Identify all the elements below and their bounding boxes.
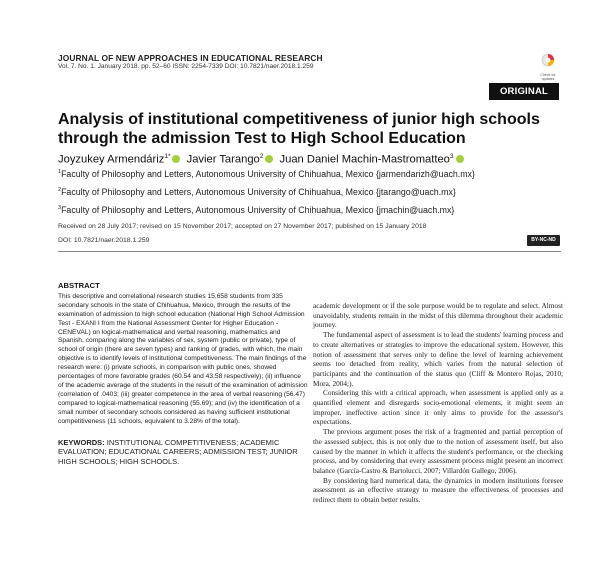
body-paragraph: The fundamental aspect of assessment is to lead the students' learning process and to create alternatives or strategies to improve the educational system. However, this notion of assessment that serves only to define the level of learning achievement seems too detached from reality, which varies from the natural selection of participants and the continuation of the status quo (Cliff & Montero Rojas, 2010; Mora, 2004;). bbox=[313, 330, 563, 388]
journal-name: JOURNAL OF NEW APPROACHES IN EDUCATIONAL RESEARCH bbox=[58, 53, 323, 63]
abstract-block bbox=[58, 282, 308, 466]
affiliation bbox=[58, 187, 456, 197]
author-name: Juan Daniel Machin-Mastromatteo bbox=[279, 153, 450, 166]
doi-line[interactable]: DOI: 10.7821/naer.2018.1.259 bbox=[58, 237, 150, 244]
received-dates: Received on 28 July 2017; revised on 15 November 2017; accepted on 27 November 2017; published on 15 January 2018 bbox=[58, 223, 427, 230]
check-updates-label: Check for updates bbox=[540, 73, 556, 81]
article-title: Analysis of institutional competitiveness of junior high schools through the admission Test to High School Education bbox=[58, 111, 540, 147]
section-label: ORIGINAL bbox=[489, 83, 559, 100]
orcid-icon[interactable] bbox=[265, 155, 273, 163]
keywords-label: KEYWORDS: bbox=[58, 437, 105, 447]
body-column bbox=[313, 301, 563, 505]
body-paragraph: The previous argument poses the risk of a fragmented and partial perception of the assessed subject, this is not only due to the notion of assessment itself, but also caused by the manner in which it affects the student's performance, or the checking process, and by considering that every assessment process might present an incorrect balance (García-Castro & Bartolucci, 2007; Villardón Gallego, 2006). bbox=[313, 427, 563, 475]
affiliation-num: 1 bbox=[58, 169, 62, 176]
volume-line: Vol. 7. No. 1. January 2018. pp. 52–60 ISSN: 2254-7339 DOI: 10.7821/naer.2018.1.259 bbox=[58, 63, 314, 70]
author-name: Javier Tarango bbox=[186, 153, 260, 166]
author-sup: 2 bbox=[259, 153, 264, 160]
check-for-updates-badge[interactable] bbox=[538, 53, 558, 81]
affiliation-text: Faculty of Philosophy and Letters, Autonomous University of Chihuahua, Mexico {jtarango@uach.mx} bbox=[61, 187, 456, 197]
body-paragraph: Considering this with a critical approach, when assessment is applied only as a quantified element and disregards socio-emotional elements, it might seem an improper, ineffective action since it only aims to provide for the assessor's expectations. bbox=[313, 388, 563, 427]
affiliation-num: 2 bbox=[58, 187, 62, 194]
orcid-icon[interactable] bbox=[172, 155, 180, 163]
orcid-icon[interactable] bbox=[456, 155, 464, 163]
author-sup: 3 bbox=[449, 153, 454, 160]
body-paragraph: academic development or if the sole purpose would be to regulate and select. Almost unavoidably, students remain in the midst of this dilemma throughout their academic journey. bbox=[313, 301, 563, 330]
keywords bbox=[58, 438, 308, 467]
affiliation-text: Faculty of Philosophy and Letters, Autonomous University of Chihuahua, Mexico {jmachin@uach.mx} bbox=[61, 205, 455, 215]
author-list bbox=[58, 153, 467, 166]
affiliation bbox=[58, 169, 475, 179]
body-paragraph: By considering hard numerical data, the dynamics in modern institutions foresee assessment as an effective strategy to measure the effectiveness of processes and redirect them to obtain better results. bbox=[313, 475, 563, 505]
affiliation-text: Faculty of Philosophy and Letters, Autonomous University of Chihuahua, Mexico {jarmendarizh@uach.mx} bbox=[61, 169, 475, 179]
affiliation bbox=[58, 205, 454, 215]
abstract-heading: ABSTRACT bbox=[58, 281, 100, 290]
header-divider bbox=[58, 251, 561, 252]
check-updates-icon bbox=[538, 53, 558, 67]
author-sup: 1* bbox=[164, 153, 171, 160]
author-name: Joyzukey Armendáriz bbox=[58, 153, 165, 166]
affiliation-num: 3 bbox=[58, 205, 62, 212]
license-badge[interactable]: BY-NC-ND bbox=[527, 235, 560, 246]
keywords-text: INSTITUTIONAL COMPETITIVENESS; ACADEMIC EVALUATION; EDUCATIONAL CAREERS; ADMISSION TEST; JUNIOR HIGH SCHOOLS; HIGH SCHOOLS. bbox=[58, 437, 298, 466]
abstract-text: This descriptive and correlational research studies 15,658 students from 335 secondary schools in the state of Chihuahua, Mexico, through the results of the examination of admission to high school education (National High School Admission Test - EXANI I from the National Assessment Center for Higher Education - CENEVAL) on logical-mathematical and verbal reasoning, mathematics and Spanish, comparing along the variables of sex, system (public or private), type of school of origin (there are seven types) and ranking of grades, with which, the main objective is to identify levels of institutional competitiveness. The main findings of the research were: (i) private schools, in comparison with public ones, showed percentages of more favorable grades (60.54 and 43.58 respectively); (ii) influence of the academic average of the students in the result of the examination of admission (correlation of .0403; (iii) greater competence in the area of verbal reasoning (56.47) compared to logical-mathematical reasoning (55.69); and (iv) the identification of a small number of secondary schools considered as having sufficient institutional competitiveness (11 schools, equivalent to 3.28% of the total). bbox=[58, 292, 308, 425]
